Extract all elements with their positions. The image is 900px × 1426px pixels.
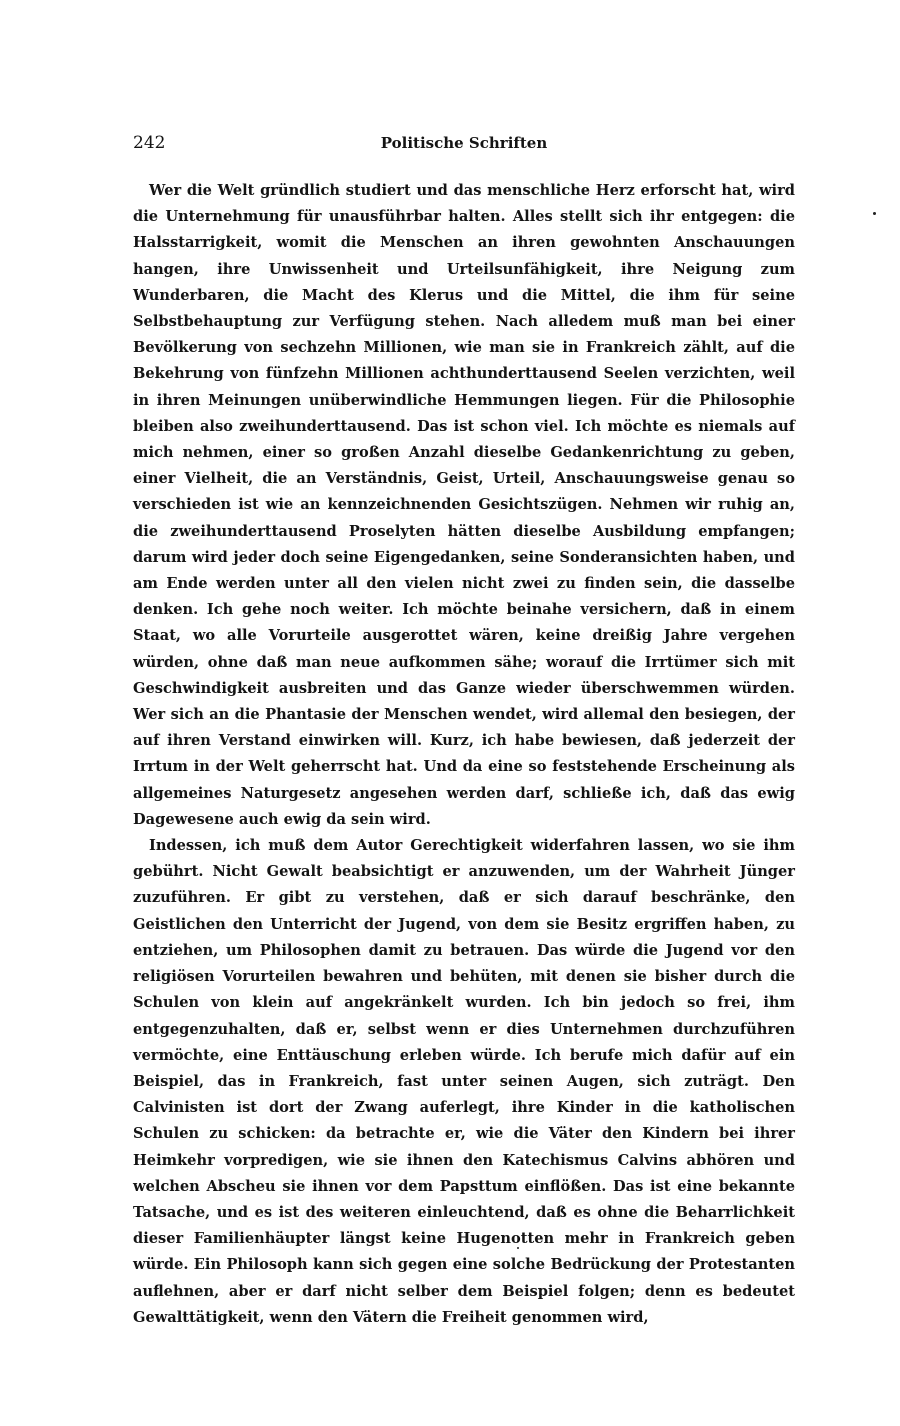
scan-speck — [517, 1247, 519, 1249]
paragraph: Wer die Welt gründlich studiert und das menschliche Herz erforscht hat, wird die Unternehmung für unausführbar halten. Alles stellt sich ihr entgegen: die Halsstarrigkeit, womit die Menschen an ihren gewohnten Anschauungen hangen, ihre Unwissenheit und Urteilsunfähigkeit, ihre Neigung zum Wunderbaren, die Macht des Klerus und die Mittel, die ihm für seine Selbstbehauptung zur Verfügung stehen. Nach alledem muß man bei einer Bevölkerung von sechzehn Millionen, wie man sie in Frankreich zählt, auf die Bekehrung von fünfzehn Millionen achthunderttausend Seelen verzichten, weil in ihren Meinungen unüberwindliche Hemmungen liegen. Für die Philosophie bleiben also zweihunderttausend. Das ist schon viel. Ich möchte es niemals auf mich nehmen, einer so großen Anzahl dieselbe Gedankenrichtung zu geben, einer Vielheit, die an Verständnis, Geist, Urteil, Anschauungsweise genau so verschieden ist wie an kennzeichnenden Gesichtszügen. Nehmen wir ruhig an, die zweihunderttausend Proselyten hätten dieselbe Ausbildung empfangen; darum wird jeder doch seine Eigengedanken, seine Sonderansichten haben, und am Ende werden unter all den vielen nicht zwei zu finden sein, die dasselbe denken. Ich gehe noch weiter. Ich möchte beinahe versichern, daß in einem Staat, wo alle Vorurteile ausgerottet wären, keine dreißig Jahre vergehen würden, ohne daß man neue aufkommen sähe; worauf die Irrtümer sich mit Geschwindigkeit ausbreiten und das Ganze wieder überschwemmen würden. Wer sich an die Phantasie der Menschen wendet, wird allemal den besiegen, der auf ihren Verstand einwirken will. Kurz, ich habe bewiesen, daß jederzeit der Irrtum in der Welt geherrscht hat. Und da eine so feststehende Erscheinung als allgemeines Naturgesetz angesehen werden darf, schließe ich, daß das ewig Dagewesene auch ewig da sein wird. — [133, 182, 795, 828]
paragraph: Indessen, ich muß dem Autor Gerechtigkeit widerfahren lassen, wo sie ihm gebührt. Nicht Gewalt beabsichtigt er anzuwenden, um der Wahrheit Jünger zuzuführen. Er gibt zu verstehen, daß er sich darauf beschränke, den Geistlichen den Unterricht der Jugend, von dem sie Besitz ergriffen haben, zu entziehen, um Philosophen damit zu betrauen. Das würde die Jugend vor den religiösen Vorurteilen bewahren und behüten, mit denen sie bisher durch die Schulen von klein auf angekränkelt wurden. Ich bin jedoch so frei, ihm entgegenzuhalten, daß er, selbst wenn er dies Unternehmen durchzuführen vermöchte, eine Enttäuschung erleben würde. Ich berufe mich dafür auf ein Beispiel, das in Frankreich, fast unter seinen Augen, sich zuträgt. Den Calvinisten ist dort der Zwang auferlegt, ihre Kinder in die katholischen Schulen zu schicken: da betrachte er, wie die Väter den Kindern bei ihrer Heimkehr vorpredigen, wie sie ihnen den Katechismus Calvins abhören und welchen Abscheu sie ihnen vor dem Papsttum einflößen. Das ist eine bekannte Tatsache, und es ist des weiteren einleuchtend, daß es ohne die Beharrlichkeit dieser Familienhäupter längst keine Hugenotten mehr in Frankreich geben würde. Ein Philosoph kann sich gegen eine solche Bedrückung der Protestanten auflehnen, aber er darf nicht selber dem Beispiel folgen; denn es bedeutet Gewalttätigkeit, wenn den Vätern die Freiheit genommen wird, — [133, 837, 795, 1326]
body-text — [133, 178, 795, 1331]
running-title: Politische Schriften — [380, 134, 548, 152]
running-head — [133, 128, 795, 158]
scan-speck — [873, 212, 876, 215]
page-number: 242 — [133, 133, 166, 153]
